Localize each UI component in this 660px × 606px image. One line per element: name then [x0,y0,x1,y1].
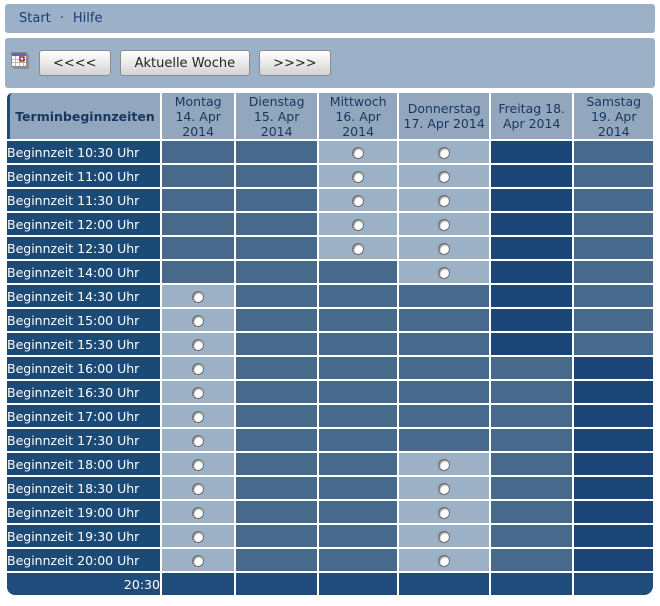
day-header-montag: Montag 14. Apr 2014 [162,93,234,139]
slot-cell-unavailable [162,165,234,187]
header-row [7,93,653,139]
footer-cell [574,573,653,595]
slot-cell-blocked [491,309,573,331]
slot-cell-unavailable [236,309,317,331]
slot-cell-blocked [491,285,573,307]
footer-row [7,573,653,595]
slot-cell-unavailable [236,381,317,403]
slot-cell-unavailable [574,309,653,331]
time-row [7,189,653,211]
slot-radio[interactable] [438,147,450,159]
top-navbar [5,4,655,33]
slot-cell-unavailable [319,357,397,379]
slot-cell-unavailable [162,213,234,235]
slot-cell-blocked [574,501,653,523]
corner-header: Terminbeginnzeiten [7,93,160,139]
footer-cell [162,573,234,595]
day-header-freitag: Freitag 18. Apr 2014 [491,93,573,139]
slot-cell-unavailable [491,477,573,499]
slot-radio[interactable] [438,267,450,279]
slot-cell-available [162,453,234,475]
slot-radio[interactable] [438,219,450,231]
slot-cell-unavailable [574,237,653,259]
slot-cell-available [399,453,489,475]
time-row [7,429,653,451]
time-row-label: Beginnzeit 19:30 Uhr [7,525,160,547]
slot-cell-unavailable [162,261,234,283]
time-row-label: Beginnzeit 18:30 Uhr [7,477,160,499]
slot-cell-blocked [491,189,573,211]
slot-radio[interactable] [192,483,204,495]
slot-cell-blocked [491,141,573,163]
slot-cell-unavailable [236,141,317,163]
slot-radio[interactable] [192,339,204,351]
time-row-label: Beginnzeit 16:00 Uhr [7,357,160,379]
time-row-label: Beginnzeit 16:30 Uhr [7,381,160,403]
time-row [7,141,653,163]
slot-radio[interactable] [192,291,204,303]
slot-cell-available [162,525,234,547]
slot-cell-unavailable [319,549,397,571]
time-row [7,381,653,403]
slot-cell-unavailable [319,477,397,499]
footer-cell [399,573,489,595]
slot-cell-unavailable [574,333,653,355]
slot-radio[interactable] [192,459,204,471]
slot-radio[interactable] [438,459,450,471]
slot-cell-blocked [574,477,653,499]
slot-radio[interactable] [352,171,364,183]
time-row-label: Beginnzeit 15:30 Uhr [7,333,160,355]
slot-cell-unavailable [574,213,653,235]
time-row [7,357,653,379]
slot-cell-blocked [491,333,573,355]
slot-cell-available [319,213,397,235]
slot-cell-unavailable [399,429,489,451]
slot-cell-unavailable [319,333,397,355]
slot-cell-blocked [574,549,653,571]
slot-cell-blocked [574,357,653,379]
slot-cell-blocked [574,381,653,403]
slot-cell-unavailable [162,141,234,163]
slot-cell-blocked [574,429,653,451]
slot-cell-blocked [491,261,573,283]
slot-cell-unavailable [491,525,573,547]
time-row-label: Beginnzeit 10:30 Uhr [7,141,160,163]
slot-cell-unavailable [236,525,317,547]
slot-cell-unavailable [491,381,573,403]
slot-cell-available [162,477,234,499]
slot-radio[interactable] [192,507,204,519]
slot-radio[interactable] [438,243,450,255]
slot-radio[interactable] [352,243,364,255]
slot-cell-unavailable [399,357,489,379]
slot-cell-unavailable [491,453,573,475]
slot-cell-unavailable [319,261,397,283]
next-week-button[interactable]: >>>> [259,50,331,76]
time-row [7,477,653,499]
slot-cell-available [399,213,489,235]
slot-cell-available [399,477,489,499]
slot-cell-available [162,357,234,379]
slot-cell-unavailable [399,405,489,427]
slot-cell-blocked [491,165,573,187]
footer-time-label: 20:30 [7,573,160,595]
nav-separator: · [59,11,64,26]
slot-cell-blocked [491,213,573,235]
slot-cell-available [399,261,489,283]
slot-cell-blocked [574,525,653,547]
slot-cell-available [162,309,234,331]
day-header-dienstag: Dienstag 15. Apr 2014 [236,93,317,139]
slot-cell-unavailable [236,453,317,475]
slot-cell-available [399,501,489,523]
slot-cell-unavailable [491,501,573,523]
slot-radio[interactable] [192,435,204,447]
time-row [7,333,653,355]
slot-radio[interactable] [192,555,204,567]
slot-cell-unavailable [236,477,317,499]
slot-cell-unavailable [399,285,489,307]
time-row-label: Beginnzeit 18:00 Uhr [7,453,160,475]
slot-cell-unavailable [236,285,317,307]
slot-cell-unavailable [236,213,317,235]
calendar-icon[interactable] [11,52,29,69]
slot-cell-available [399,525,489,547]
slot-cell-unavailable [574,285,653,307]
slot-radio[interactable] [352,147,364,159]
slot-radio[interactable] [438,171,450,183]
time-row [7,261,653,283]
slot-radio[interactable] [438,555,450,567]
slot-cell-unavailable [236,501,317,523]
slot-cell-available [162,381,234,403]
slot-radio[interactable] [438,531,450,543]
slot-cell-available [162,549,234,571]
time-row [7,309,653,331]
slot-cell-available [319,165,397,187]
time-row-label: Beginnzeit 17:00 Uhr [7,405,160,427]
slot-cell-unavailable [399,333,489,355]
time-row [7,501,653,523]
day-header-samstag: Samstag 19. Apr 2014 [574,93,653,139]
time-row-label: Beginnzeit 19:00 Uhr [7,501,160,523]
slot-cell-unavailable [319,381,397,403]
slot-cell-unavailable [399,381,489,403]
prev-week-button[interactable]: <<<< [39,50,111,76]
slot-cell-available [319,141,397,163]
time-row-label: Beginnzeit 12:30 Uhr [7,237,160,259]
nav-link-hilfe[interactable]: Hilfe [72,11,103,26]
time-row-label: Beginnzeit 11:00 Uhr [7,165,160,187]
slot-cell-unavailable [236,189,317,211]
slot-radio[interactable] [352,195,364,207]
time-row [7,165,653,187]
slot-cell-unavailable [491,429,573,451]
slot-cell-available [162,429,234,451]
slot-radio[interactable] [438,483,450,495]
slot-cell-available [162,501,234,523]
slot-radio[interactable] [192,531,204,543]
time-row-label: Beginnzeit 15:00 Uhr [7,309,160,331]
time-row [7,213,653,235]
footer-cell [236,573,317,595]
time-row [7,405,653,427]
slot-cell-unavailable [162,237,234,259]
footer-cell [319,573,397,595]
slot-cell-available [399,165,489,187]
slot-cell-available [162,405,234,427]
slot-cell-blocked [574,405,653,427]
time-row-label: Beginnzeit 14:30 Uhr [7,285,160,307]
slot-cell-unavailable [574,141,653,163]
time-row [7,525,653,547]
slot-cell-unavailable [319,525,397,547]
slot-cell-available [399,549,489,571]
slot-cell-unavailable [236,357,317,379]
time-row [7,285,653,307]
slot-cell-unavailable [236,429,317,451]
slot-cell-unavailable [236,261,317,283]
slot-cell-available [399,189,489,211]
slot-radio[interactable] [438,507,450,519]
time-row-label: Beginnzeit 17:30 Uhr [7,429,160,451]
slot-cell-unavailable [491,357,573,379]
time-row-label: Beginnzeit 12:00 Uhr [7,213,160,235]
slot-radio[interactable] [192,411,204,423]
time-row [7,237,653,259]
slot-cell-available [399,237,489,259]
time-row-label: Beginnzeit 11:30 Uhr [7,189,160,211]
slot-radio[interactable] [192,387,204,399]
slot-cell-available [319,189,397,211]
time-row [7,549,653,571]
slot-cell-unavailable [491,405,573,427]
time-row-label: Beginnzeit 20:00 Uhr [7,549,160,571]
slot-cell-unavailable [236,237,317,259]
slot-cell-unavailable [399,309,489,331]
slot-cell-unavailable [574,189,653,211]
slot-cell-unavailable [319,429,397,451]
slot-cell-available [162,333,234,355]
time-row-label: Beginnzeit 14:00 Uhr [7,261,160,283]
slot-cell-available [399,141,489,163]
slot-radio[interactable] [192,315,204,327]
slot-cell-unavailable [319,405,397,427]
current-week-button[interactable]: Aktuelle Woche [120,50,251,76]
slot-cell-unavailable [319,309,397,331]
slot-cell-unavailable [574,165,653,187]
slot-cell-unavailable [236,549,317,571]
nav-link-start[interactable]: Start [19,11,51,26]
slot-cell-unavailable [236,165,317,187]
day-header-mittwoch: Mittwoch 16. Apr 2014 [319,93,397,139]
week-toolbar [5,38,655,88]
slot-cell-unavailable [236,333,317,355]
slot-cell-unavailable [319,285,397,307]
slot-cell-unavailable [236,405,317,427]
slot-cell-unavailable [319,453,397,475]
slot-radio[interactable] [438,195,450,207]
slot-cell-unavailable [162,189,234,211]
time-row [7,453,653,475]
footer-cell [491,573,573,595]
slot-cell-available [319,237,397,259]
slot-radio[interactable] [352,219,364,231]
slot-radio[interactable] [192,363,204,375]
slot-cell-available [162,285,234,307]
slot-cell-unavailable [491,549,573,571]
page [0,4,660,597]
schedule-table [5,91,655,597]
slot-cell-unavailable [319,501,397,523]
slot-cell-blocked [491,237,573,259]
slot-cell-unavailable [574,261,653,283]
day-header-donnerstag: Donnerstag 17. Apr 2014 [399,93,489,139]
slot-cell-blocked [574,453,653,475]
